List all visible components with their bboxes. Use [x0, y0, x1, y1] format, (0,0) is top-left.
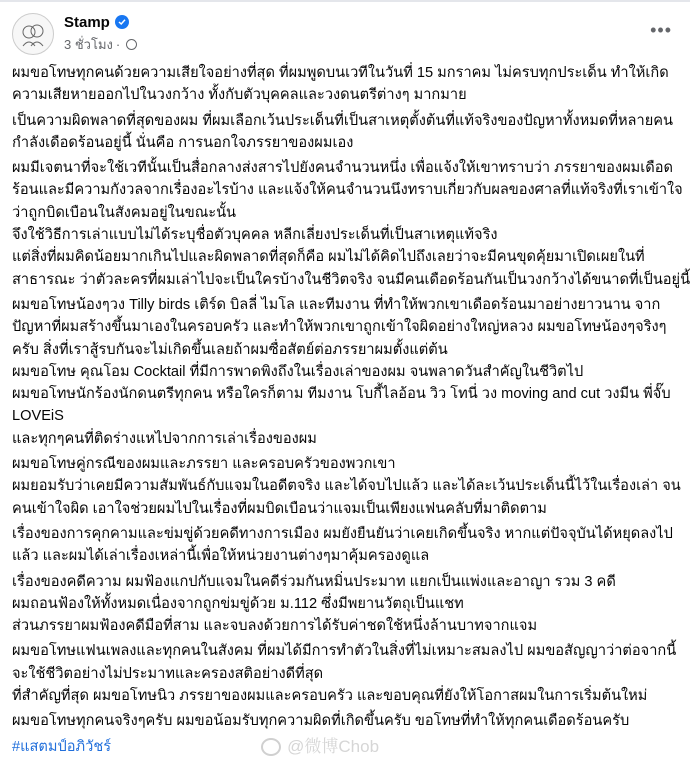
post-paragraph	[12, 523, 684, 568]
post-paragraph	[12, 453, 684, 520]
post-text-line: ผมยอมรับว่าเคยมีความสัมพันธ์กับแจมในอดีตจริง และได้จบไปแล้ว และได้ละเว้นประเด็นนี้ไว้ในเรื่องเล่า จน	[12, 478, 681, 495]
post-text-line: ผมขอโทษนักร้องนักดนตรีทุกคน หรือใครก็ตาม ทีมงาน โบกี้ไลอ้อน วิว โทนี่ วง moving and cut วงมีน พี่จั๊บ	[12, 386, 671, 403]
post-paragraph	[12, 640, 684, 707]
post-text-line: จึงใช้วิธีการเล่าแบบไม่ได้ระบุชื่อตัวบุคคล หลีกเลี่ยงประเด็นที่เป็นสาเหตุแท้จริง	[12, 227, 498, 244]
post-paragraph	[12, 571, 684, 638]
post-paragraph	[12, 294, 684, 450]
post-text-line: ผมขอโทษทุกคนด้วยความเสียใจอย่างที่สุด ที่ผมพูดบนเวทีในวันที่ 15 มกราคม ไม่ครบทุกประเด็น ทำให้เกิด	[12, 65, 669, 81]
hashtag-link[interactable]: #แสตมป์อภิวัชร์	[12, 738, 112, 755]
post-text-line: เรื่องของคดีความ ผมฟ้องแกปกับแจมในคดีร่วมกันหมิ่นประมาท แยกเป็นแพ่งและอาญา รวม 3 คดี	[12, 573, 616, 590]
post-paragraphs	[12, 62, 690, 733]
post-paragraph	[12, 157, 690, 291]
post-text-line: ผมขอโทษ คุณโอม Cocktail ที่มีการพาดพิงถึงในเรื่องเล่าของผม จนพลาดวันสำคัญในชีวิตไป	[12, 363, 584, 380]
post-paragraph	[12, 710, 684, 732]
post-text-line: ผมถอนฟ้องให้ทั้งหมดเนื่องจากถูกข่มขู่ด้วย ม.112 ซึ่งมีพยานวัตถุเป็นแชท	[12, 595, 464, 612]
post-text-line: คนเข้าใจผิด เอาใจช่วยผมไปในเรื่องที่ผมบิดเบือนว่าแจมเป็นเพียงแฟนคลับที่มาติดตาม	[12, 500, 547, 517]
more-options-button[interactable]: •••	[650, 20, 672, 40]
post-text-line: ผมขอโทษคู่กรณีของผมและภรรยา และครอบครัวของพวกเขา	[12, 456, 396, 473]
post-text-line: ผมขอโทษแฟนเพลงและทุกคนในสังคม ที่ผมได้มีการทำตัวในสิ่งที่ไม่เหมาะสมลงไป ผมขอสัญญาว่าต่อจากนี้	[12, 643, 677, 660]
post-text-line: และทุกๆคนที่ติดร่างแหไปจากการเล่าเรื่องของผม	[12, 430, 317, 447]
post-text-line: ที่สำคัญที่สุด ผมขอโทษนิว ภรรยาของผมและครอบครัว และขอบคุณที่ยังให้โอกาสผมในการเริ่มต้นใหม่	[12, 688, 648, 705]
post-paragraph	[12, 62, 684, 107]
post-text-line: ครับ สิ่งที่เราสู้รบกันจะไม่เกิดขึ้นเลยถ้าผมซื่อสัตย์ต่อภรรยาผมตั้งแต่ต้น	[12, 341, 448, 358]
post-footer-row	[12, 736, 684, 758]
post-text-line: จะใช้ชีวิตอย่างไม่ประมาทและครองสติอย่างดีที่สุด	[12, 665, 324, 682]
post-text-line: ส่วนภรรยาผมฟ้องคดีมือที่สาม และจบลงด้วยการได้รับค่าชดใช้หนึ่งล้านบาทจากแจม	[12, 618, 538, 635]
post-text-line: สาธารณะ ว่าตัวละครที่ผมเล่าไปจะเป็นใครบ้างในชีวิตจริง จนมีคนเดือดร้อนกันเป็นวงกว้างได้ขนาดที่เป็นอยู่นี้	[12, 271, 690, 288]
watermark	[261, 736, 379, 758]
post-time[interactable]: 3 ชั่วโมง	[64, 36, 113, 52]
weibo-icon	[261, 738, 281, 756]
post-text-line: ผมขอโทษทุกคนจริงๆครับ ผมขอน้อมรับทุกความผิดที่เกิดขึ้นครับ ขอโทษที่ทำให้ทุกคนเดือดร้อนครับ	[12, 713, 630, 730]
post-text-line: เป็นความผิดพลาดที่สุดของผม ที่ผมเลือกเว้นประเด็นที่เป็นสาเหตุตั้งต้นที่แท้จริงของปัญหาทั้งหมดที่หลายคน	[12, 112, 673, 129]
post-text-line: กำลังเดือดร้อนอยู่นี้ นั่นคือ การนอกใจภรรยาของผมเอง	[12, 134, 354, 151]
watermark-text: @微博Chob	[287, 736, 380, 756]
post-text-line: แต่สิ่งที่ผมคิดน้อยมากเกินไปและผิดพลาดที่สุดก็คือ ผมไม่ได้คิดไปถึงเลยว่าจะมีคนขุดคุ้ยมาเปิดเผยในที่	[12, 249, 645, 266]
post-text-line: LOVEiS	[12, 408, 64, 425]
post-text-line: เรื่องของการคุกคามและข่มขู่ด้วยคดีทางการเมือง ผมยังยืนยันว่าเคยเกิดขึ้นจริง หากแต่ปัจจุบันได้หยุดลงไป	[12, 525, 673, 542]
author-name[interactable]: Stamp	[64, 13, 110, 31]
post-text-line: ความเสียหายออกไปในวงกว้าง ทั้งกับตัวบุคคลและวงดนตรีต่างๆ มากมาย	[12, 87, 467, 104]
post-text-line: แล้ว และผมได้เล่าเรื่องเหล่านี้เพื่อให้หน่วยงานต่างๆมาคุ้มครองดูแล	[12, 548, 430, 565]
post-text-line: ผมขอโทษน้องๆวง Tilly birds เติร์ด บิลลี่ ไมโล และทีมงาน ที่ทำให้พวกเขาเดือดร้อนมาอย่างยาวนาน จาก	[12, 296, 661, 313]
post-text-line: ร้อนและมีความกังวลจากเรื่องอะไรบ้าง และแจ้งให้คนจำนวนนึงทราบเกี่ยวกับผลของศาลที่แท้จริงที่เราเข้าใจ	[12, 182, 683, 199]
post-paragraph	[12, 110, 684, 155]
post-text-line: ว่าถูกบิดเบือนในสังคมอยู่ในขณะนั้น	[12, 204, 237, 221]
post-text-line: ปัญหาที่ผมสร้างขึ้นมาเองในครอบครัว และทำให้พวกเขาถูกเข้าใจผิดอย่างใหญ่หลวง ผมขอโทษน้องๆจริงๆ	[12, 319, 667, 336]
separator: ·	[115, 36, 121, 52]
post-text-line: ผมมีเจตนาที่จะใช้เวทีนั้นเป็นสื่อกลางส่งสารไปยังคนจำนวนหนึ่ง เพื่อแจ้งให้เขาทราบว่า ภรรยาของผมเดือด	[12, 160, 673, 177]
